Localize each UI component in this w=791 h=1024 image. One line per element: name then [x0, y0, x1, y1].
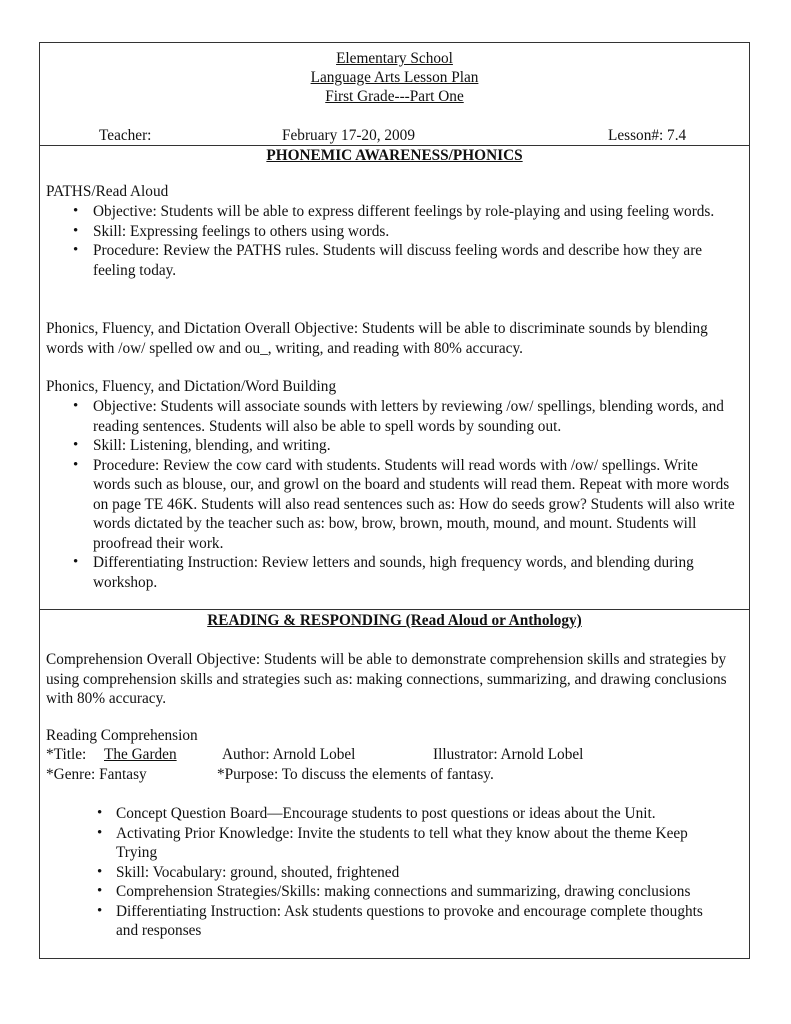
school-name: Elementary School	[336, 50, 453, 67]
list-item: • Concept Question Board—Encourage students to post questions or ideas about the Unit.	[46, 804, 726, 824]
list-item: • Procedure: Review the cow card with students. Students will read words with /ow/ spellings. Write words such as blouse, our, and growl on the board and students will read them. Repeat with more words on page TE 46K. Students will also read sentences such as: How do seeds grow? Students will also write words dictated by the teacher such as: bow, brow, brown, mouth, mound, and mount. Students will proofread their work.	[46, 456, 736, 554]
lesson-plan-table	[39, 42, 750, 959]
list-item: • Skill: Expressing feelings to others using words.	[46, 222, 736, 242]
list-item: • Objective: Students will be able to express different feelings by role-playing and using feeling words.	[46, 202, 736, 222]
grade-line: First Grade---Part One	[325, 88, 464, 105]
list-item: • Comprehension Strategies/Skills: making connections and summarizing, drawing conclusions	[46, 882, 726, 902]
plan-title: Language Arts Lesson Plan	[310, 69, 479, 86]
story-illustrator: Illustrator: Arnold Lobel	[433, 746, 584, 763]
row-divider	[40, 609, 749, 610]
list-item: • Activating Prior Knowledge: Invite the students to tell what they know about the theme Keep Trying	[46, 824, 726, 863]
list-item: • Differentiating Instruction: Ask students questions to provoke and encourage complete thoughts and responses	[46, 902, 726, 941]
word-building-list	[46, 397, 736, 592]
list-item: • Skill: Vocabulary: ground, shouted, frightened	[46, 863, 726, 883]
list-item: • Objective: Students will associate sounds with letters by reviewing /ow/ spellings, blending words, and reading sentences. Students will also be able to spell words by sounding out.	[46, 397, 736, 436]
story-title: The Garden	[104, 746, 177, 763]
reading-comprehension-title: Reading Comprehension	[46, 727, 198, 744]
story-author: Author: Arnold Lobel	[222, 746, 356, 763]
comprehension-overall-objective: Comprehension Overall Objective: Students will be able to demonstrate comprehension skills and strategies by using comprehension skills and strategies such as: making connections, summarizing, and drawing conclusions with 80% accuracy.	[46, 651, 727, 707]
paths-list	[46, 202, 736, 280]
phonics-heading: PHONEMIC AWARENESS/PHONICS	[266, 147, 523, 164]
list-item: • Skill: Listening, blending, and writing.	[46, 436, 736, 456]
title-label: *Title:	[46, 746, 87, 763]
paths-title: PATHS/Read Aloud	[46, 183, 169, 200]
lesson-number: Lesson#: 7.4	[608, 127, 687, 144]
list-item: • Differentiating Instruction: Review letters and sounds, high frequency words, and blending during workshop.	[46, 553, 736, 592]
word-building-title: Phonics, Fluency, and Dictation/Word Building	[46, 378, 337, 395]
reading-list	[46, 804, 726, 941]
phonics-overall-objective: Phonics, Fluency, and Dictation Overall Objective: Students will be able to discriminate sounds by blending words with /ow/ spelled ow and ou_, writing, and reading with 80% accuracy.	[46, 320, 708, 357]
reading-heading: READING & RESPONDING (Read Aloud or Anthology)	[207, 612, 582, 629]
teacher-label: Teacher:	[99, 127, 152, 144]
list-item: • Procedure: Review the PATHS rules. Students will discuss feeling words and describe how they are feeling today.	[46, 241, 736, 280]
story-purpose: *Purpose: To discuss the elements of fantasy.	[217, 766, 494, 783]
lesson-date: February 17-20, 2009	[282, 127, 415, 144]
story-genre: *Genre: Fantasy	[46, 766, 147, 783]
